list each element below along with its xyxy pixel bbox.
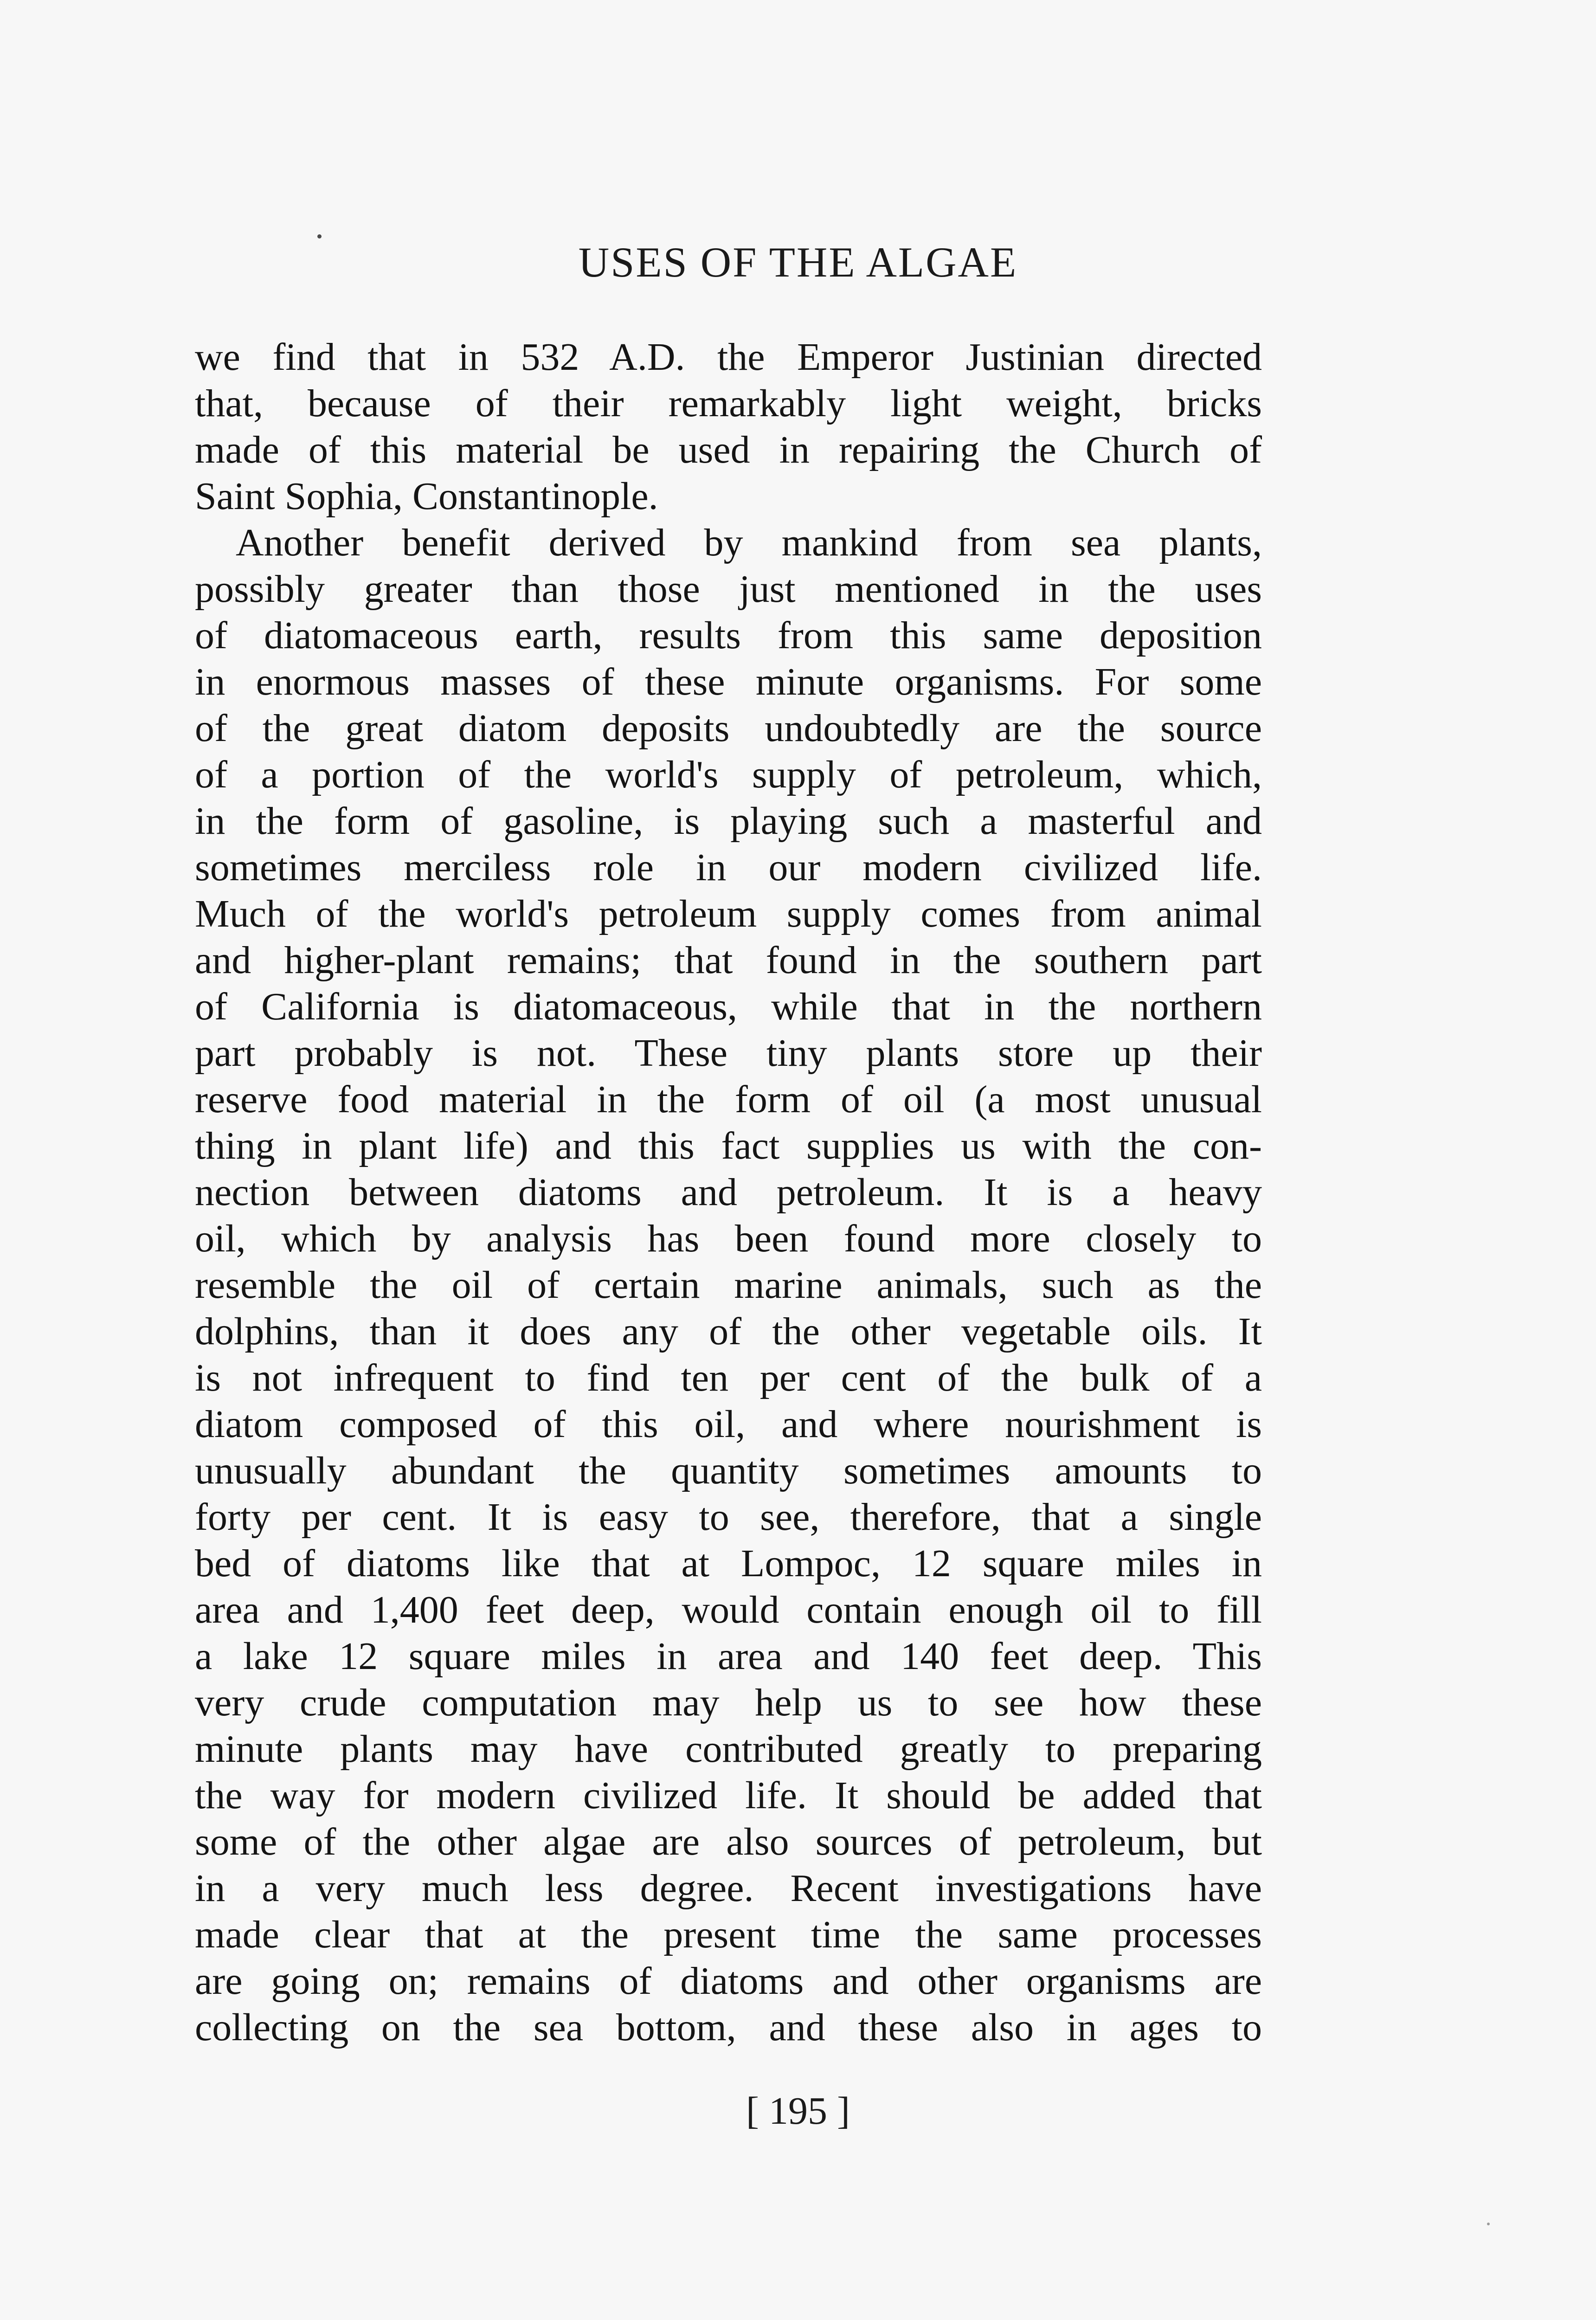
paper-speck <box>1487 2223 1490 2225</box>
text-line: reserve food material in the form of oil (a most unusual <box>195 1078 1262 1121</box>
text-line: and higher-plant remains; that found in the southern part <box>195 939 1262 982</box>
text-line: bed of diatoms like that at Lompoc, 12 square miles in <box>195 1542 1262 1585</box>
text-line: the way for modern civilized life. It should be added that <box>195 1774 1262 1817</box>
text-line: of California is diatomaceous, while that in the northern <box>195 985 1262 1028</box>
text-line: area and 1,400 feet deep, would contain enough oil to fill <box>195 1588 1262 1631</box>
paragraph-2 <box>195 520 1262 2051</box>
text-line: made clear that at the present time the same processes <box>195 1913 1262 1956</box>
text-line: very crude computation may help us to see how these <box>195 1681 1262 1724</box>
text-line: Saint Sophia, Constantinople. <box>195 475 658 518</box>
text-line: that, because of their remarkably light weight, bricks <box>195 382 1262 425</box>
text-line: part probably is not. These tiny plants store up their <box>195 1031 1262 1075</box>
text-line: in a very much less degree. Recent investigations have <box>195 1867 1262 1910</box>
running-head: USES OF THE ALGAE <box>578 238 1018 286</box>
text-line: some of the other algae are also sources of petroleum, but <box>195 1820 1262 1863</box>
text-line: we find that in 532 A.D. the Emperor Justinian directed <box>195 335 1262 379</box>
body-text <box>195 334 1262 2051</box>
text-line: of the great diatom deposits undoubtedly are the source <box>195 707 1262 750</box>
text-line: in the form of gasoline, is playing such a masterful and <box>195 799 1262 843</box>
text-line: possibly greater than those just mentioned in the uses <box>195 567 1262 611</box>
text-line: are going on; remains of diatoms and other organisms are <box>195 1959 1262 2003</box>
text-line: in enormous masses of these minute organisms. For some <box>195 660 1262 703</box>
text-line: is not infrequent to find ten per cent of the bulk of a <box>195 1356 1262 1399</box>
text-line: sometimes merciless role in our modern civilized life. <box>195 846 1262 889</box>
text-line: oil, which by analysis has been found more closely to <box>195 1217 1262 1260</box>
page-number: [ 195 ] <box>746 2089 850 2133</box>
text-line: dolphins, than it does any of the other vegetable oils. It <box>195 1310 1262 1353</box>
text-line: resemble the oil of certain marine animals, such as the <box>195 1263 1262 1307</box>
text-line: collecting on the sea bottom, and these also in ages to <box>195 2006 1262 2049</box>
text-line: diatom composed of this oil, and where nourishment is <box>195 1403 1262 1446</box>
text-line: Much of the world's petroleum supply comes from animal <box>195 892 1262 935</box>
text-line: nection between diatoms and petroleum. It is a heavy <box>195 1171 1262 1214</box>
text-line: of a portion of the world's supply of petroleum, which, <box>195 753 1262 796</box>
text-line: a lake 12 square miles in area and 140 feet deep. This <box>195 1635 1262 1678</box>
text-line: unusually abundant the quantity sometimes amounts to <box>195 1449 1262 1492</box>
text-line: made of this material be used in repairing the Church of <box>195 428 1262 471</box>
text-line: thing in plant life) and this fact supplies us with the con- <box>195 1124 1262 1167</box>
text-line: minute plants may have contributed greatly to preparing <box>195 1727 1262 1771</box>
paragraph-1 <box>195 334 1262 520</box>
text-line: Another benefit derived by mankind from sea plants, <box>236 521 1262 564</box>
text-line: of diatomaceous earth, results from this same deposition <box>195 614 1262 657</box>
text-line: forty per cent. It is easy to see, therefore, that a single <box>195 1495 1262 1539</box>
